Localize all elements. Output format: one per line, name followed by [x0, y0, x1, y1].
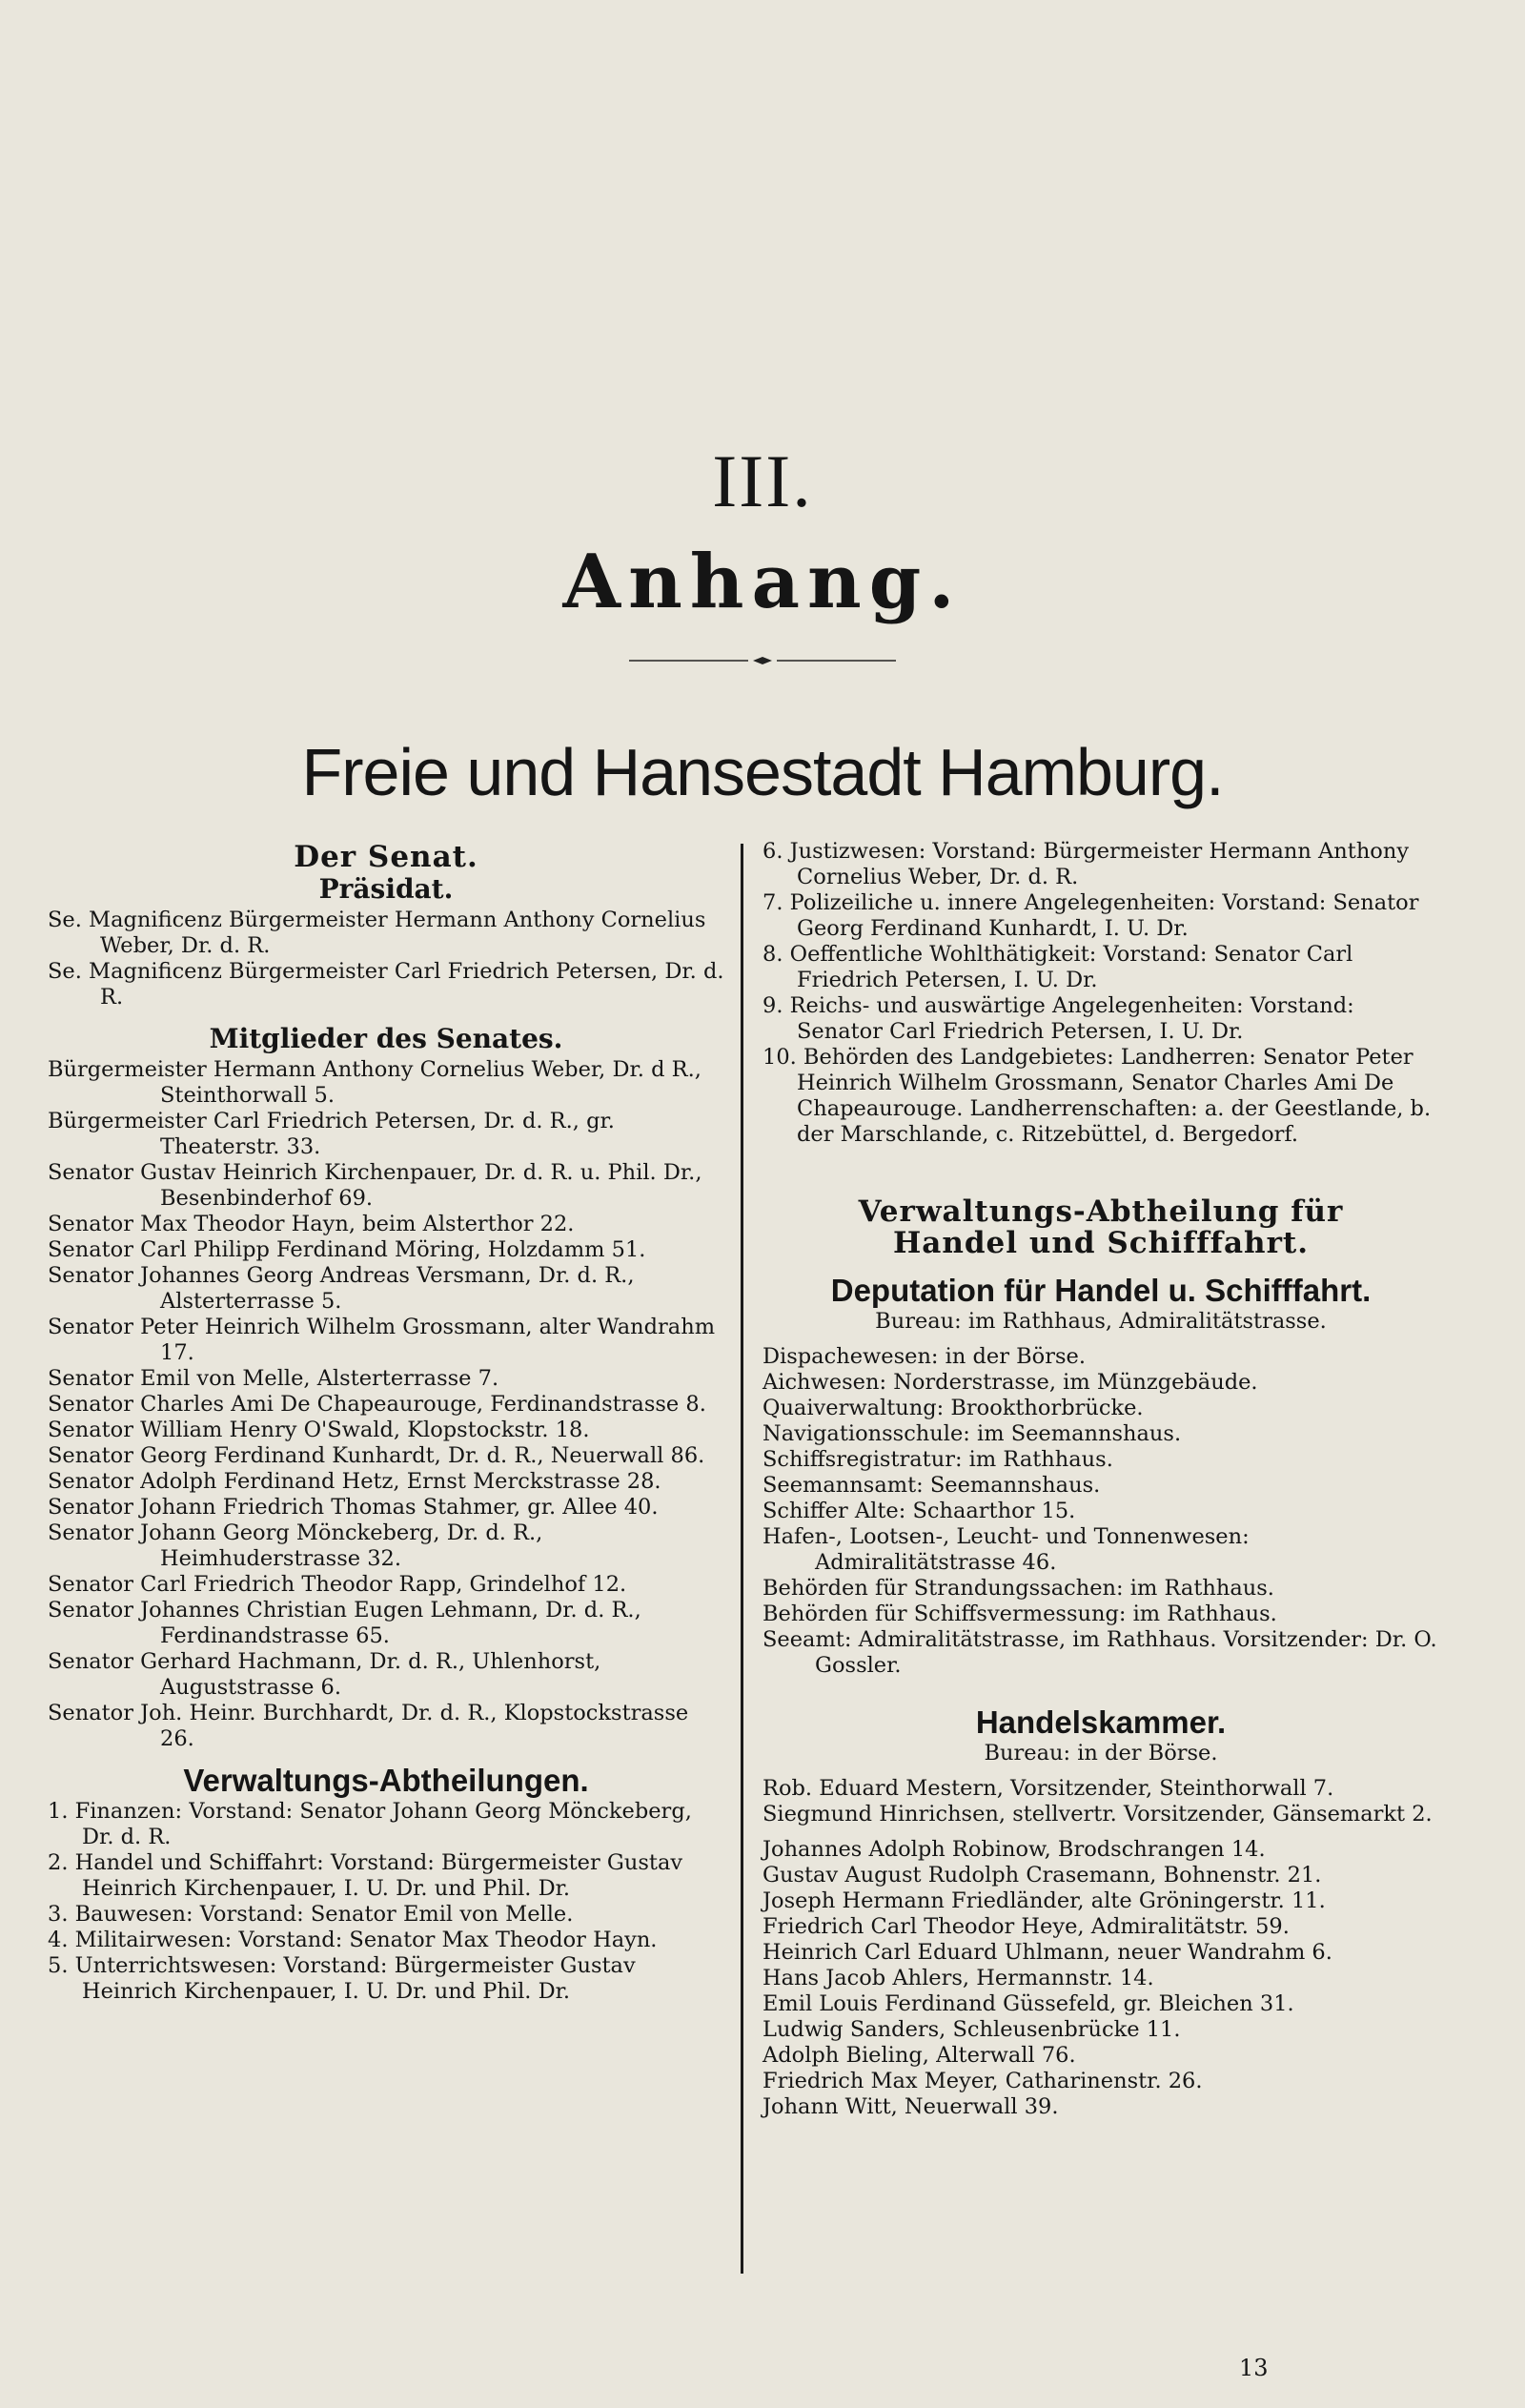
deputation-bureau: Bureau: im Rathhaus, Admiralitätstrasse.: [875, 1309, 1327, 1334]
member-entry: Senator Max Theodor Hayn, beim Alsterthor 22.: [48, 1212, 575, 1236]
deputation-item: Behörden für Strandungssachen: im Rathhaus.: [762, 1576, 1274, 1601]
department-entry: 4. Militairwesen: Vorstand: Senator Max Theodor Hayn.: [48, 1928, 658, 1952]
kammer-member: Ludwig Sanders, Schleusenbrücke 11.: [762, 2017, 1181, 2042]
mitglieder-heading: Mitglieder des Senates.: [209, 1023, 563, 1054]
kammer-heading: Handelskammer.: [975, 1704, 1227, 1740]
kammer-member: Heinrich Carl Eduard Uhlmann, neuer Wandrahm 6.: [762, 1940, 1332, 1965]
member-entry: Senator Johann Georg Mönckeberg, Dr. d. R., Heimhuderstrasse 32.: [48, 1520, 543, 1571]
kammer-member: Hans Jacob Ahlers, Hermannstr. 14.: [762, 1966, 1154, 1990]
page-number: 13: [1239, 2355, 1269, 2381]
praesidat-entry: Se. Magnificenz Bürgermeister Carl Friedrich Petersen, Dr. d. R.: [48, 959, 724, 1010]
kammer-member: Friedrich Carl Theodor Heye, Admiralitätstr. 59.: [762, 1914, 1290, 1939]
department-entry: 9. Reichs- und auswärtige Angelegenheiten: Vorstand: Senator Carl Friedrich Petersen, I. U. Dr.: [762, 993, 1354, 1044]
kammer-member: Joseph Hermann Friedländer, alte Gröningerstr. 11.: [762, 1888, 1326, 1913]
department-entry: 7. Polizeiliche u. innere Angelegenheiten: Vorstand: Senator Georg Ferdinand Kunhardt, I. U. Dr.: [762, 890, 1419, 941]
deputation-item: Schiffsregistratur: im Rathhaus.: [762, 1447, 1113, 1472]
deputation-heading: Deputation für Handel u. Schifffahrt.: [830, 1273, 1372, 1308]
deputation-item: Quaiverwaltung: Brookthorbrücke.: [762, 1396, 1144, 1420]
department-entry: 1. Finanzen: Vorstand: Senator Johann Georg Mönckeberg, Dr. d. R.: [48, 1799, 692, 1849]
column-divider: [741, 844, 743, 2274]
kammer-member: Emil Louis Ferdinand Güssefeld, gr. Bleichen 31.: [762, 1991, 1294, 2016]
kammer-member: Siegmund Hinrichsen, stellvertr. Vorsitzender, Gänsemarkt 2.: [762, 1802, 1433, 1826]
kammer-member: Johann Witt, Neuerwall 39.: [762, 2094, 1059, 2119]
member-entry: Senator Gerhard Hachmann, Dr. d. R., Uhlenhorst, Auguststrasse 6.: [48, 1649, 601, 1700]
deputation-item: Seemannsamt: Seemannshaus.: [762, 1473, 1101, 1498]
deputation-item: Schiffer Alte: Schaarthor 15.: [762, 1499, 1076, 1523]
department-entry: 5. Unterrichtswesen: Vorstand: Bürgermeister Gustav Heinrich Kirchenpauer, I. U. Dr. und Phil. Dr.: [48, 1953, 636, 2004]
part-title: Anhang.: [562, 539, 963, 625]
member-entry: Bürgermeister Hermann Anthony Cornelius Weber, Dr. d R., Steinthorwall 5.: [48, 1057, 702, 1108]
member-entry: Senator Johannes Christian Eugen Lehmann, Dr. d. R., Ferdinandstrasse 65.: [48, 1598, 641, 1648]
member-entry: Senator Gustav Heinrich Kirchenpauer, Dr. d. R. u. Phil. Dr., Besenbinderhof 69.: [48, 1160, 702, 1211]
department-entry: 10. Behörden des Landgebietes: Landherren: Senator Peter Heinrich Wilhelm Grossmann, Senator Charles Ami De Chapeaurouge. Landherrenschaften: a. der Geestlande, b. der Marschlande, c. Ritzebüttel, d. Bergedorf.: [762, 1045, 1432, 1147]
member-entry: Senator Emil von Melle, Alsterterrasse 7.: [48, 1366, 499, 1391]
handel-heading-2: Handel und Schifffahrt.: [892, 1226, 1310, 1260]
member-entry: Senator William Henry O'Swald, Klopstockstr. 18.: [48, 1418, 590, 1442]
deputation-item: Behörden für Schiffsvermessung: im Rathhaus.: [762, 1602, 1277, 1626]
member-entry: Senator Carl Friedrich Theodor Rapp, Grindelhof 12.: [48, 1572, 627, 1597]
ornament-divider-icon: [629, 656, 896, 665]
kammer-member: Johannes Adolph Robinow, Brodschrangen 14.: [762, 1837, 1266, 1862]
praesidat-entry: Se. Magnificenz Bürgermeister Hermann Anthony Cornelius Weber, Dr. d. R.: [48, 908, 706, 958]
department-entry: 6. Justizwesen: Vorstand: Bürgermeister Hermann Anthony Cornelius Weber, Dr. d. R.: [762, 839, 1410, 889]
member-entry: Senator Charles Ami De Chapeaurouge, Ferdinandstrasse 8.: [48, 1392, 706, 1417]
praesidat-heading: Präsidat.: [318, 873, 454, 905]
kammer-member: Rob. Eduard Mestern, Vorsitzender, Steinthorwall 7.: [762, 1776, 1334, 1801]
part-number: III.: [712, 439, 813, 522]
member-entry: Senator Johann Friedrich Thomas Stahmer, gr. Allee 40.: [48, 1495, 659, 1520]
member-entry: Senator Johannes Georg Andreas Versmann, Dr. d. R., Alsterterrasse 5.: [48, 1263, 635, 1314]
deputation-item: Aichwesen: Norderstrasse, im Münzgebäude.: [762, 1370, 1258, 1395]
member-entry: Senator Carl Philipp Ferdinand Möring, Holzdamm 51.: [48, 1237, 646, 1262]
deputation-item: Navigationsschule: im Seemannshaus.: [762, 1421, 1182, 1446]
kammer-member: Friedrich Max Meyer, Catharinenstr. 26.: [762, 2069, 1203, 2093]
kammer-member: Adolph Bieling, Alterwall 76.: [762, 2043, 1076, 2068]
deputation-item: Seeamt: Admiralitätstrasse, im Rathhaus. Vorsitzender: Dr. O. Gossler.: [762, 1627, 1437, 1678]
department-entry: 3. Bauwesen: Vorstand: Senator Emil von Melle.: [48, 1902, 574, 1927]
department-entry: 8. Oeffentliche Wohlthätigkeit: Vorstand: Senator Carl Friedrich Petersen, I. U. Dr.: [762, 942, 1353, 992]
department-entry: 2. Handel und Schiffahrt: Vorstand: Bürgermeister Gustav Heinrich Kirchenpauer, I. U. Dr. und Phil. Dr.: [48, 1850, 683, 1901]
member-entry: Senator Adolph Ferdinand Hetz, Ernst Merckstrasse 28.: [48, 1469, 661, 1494]
member-entry: Senator Georg Ferdinand Kunhardt, Dr. d. R., Neuerwall 86.: [48, 1443, 705, 1468]
left-column: [48, 839, 724, 2005]
member-entry: Bürgermeister Carl Friedrich Petersen, Dr. d. R., gr. Theaterstr. 33.: [48, 1109, 615, 1159]
member-entry: Senator Joh. Heinr. Burchhardt, Dr. d. R., Klopstockstrasse 26.: [48, 1701, 689, 1751]
right-column: [762, 839, 1439, 2120]
member-entry: Senator Peter Heinrich Wilhelm Grossmann, alter Wandrahm 17.: [48, 1315, 716, 1365]
main-title: Freie und Hansestadt Hamburg.: [301, 735, 1224, 809]
deputation-item: Hafen-, Lootsen-, Leucht- und Tonnenwesen: Admiralitätstrasse 46.: [762, 1524, 1250, 1575]
kammer-member: Gustav August Rudolph Crasemann, Bohnenstr. 21.: [762, 1863, 1322, 1888]
handel-heading: Verwaltungs-Abtheilung für: [858, 1194, 1344, 1229]
deputation-item: Dispachewesen: in der Börse.: [762, 1344, 1086, 1369]
kammer-bureau: Bureau: in der Börse.: [984, 1741, 1218, 1765]
verwaltung-heading: Verwaltungs-Abtheilungen.: [183, 1763, 589, 1798]
senat-heading: Der Senat.: [294, 840, 478, 874]
